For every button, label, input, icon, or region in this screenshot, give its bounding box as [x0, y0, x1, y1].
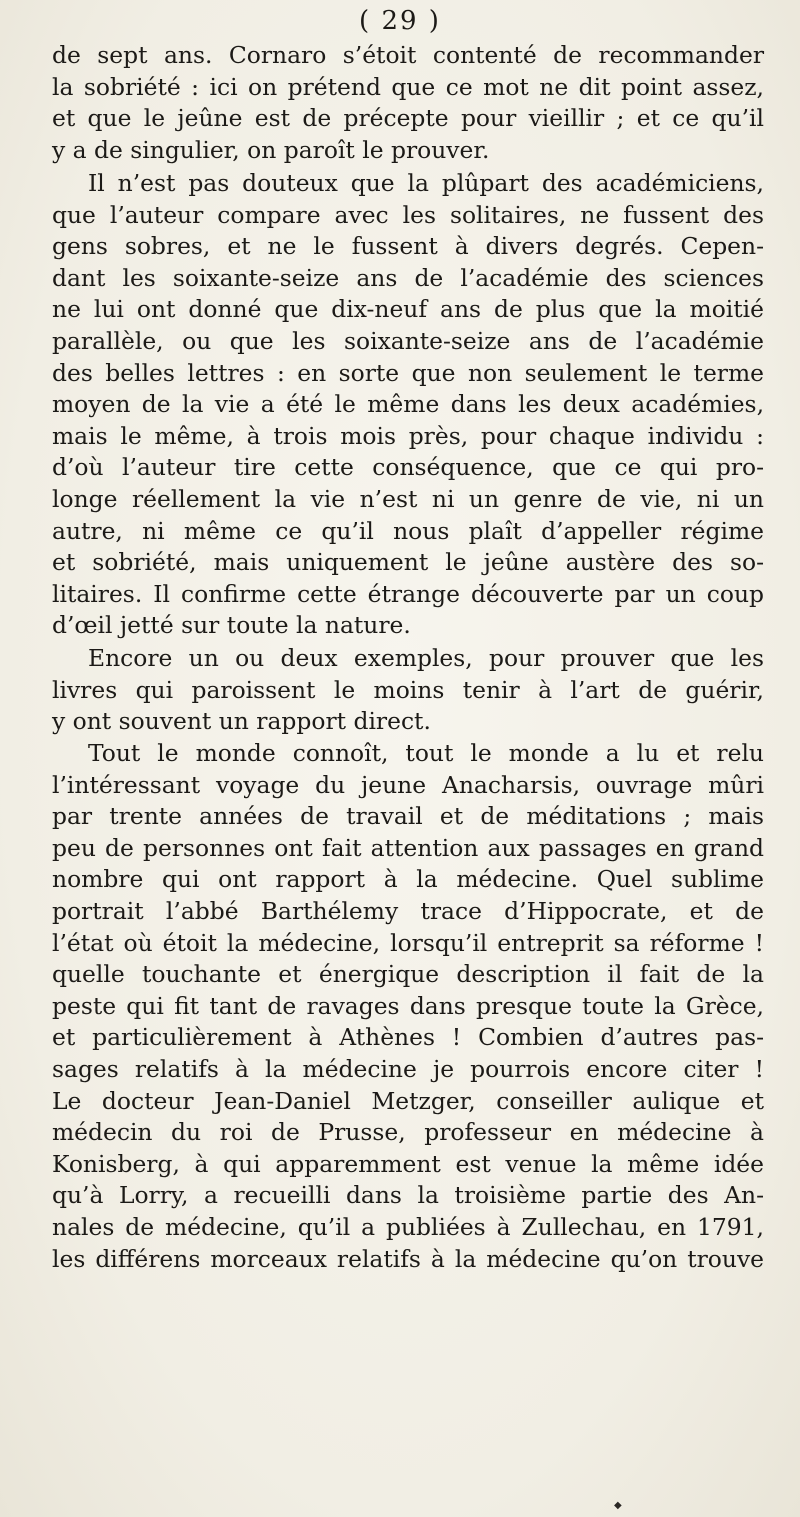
text-line: et particulièrement à Athènes ! Combien d’autres pas-	[52, 1023, 764, 1052]
text-line: la sobriété : ici on prétend que ce mot ne dit point assez,	[52, 72, 764, 101]
text-line: Le docteur Jean-Daniel Metzger, conseiller aulique et	[52, 1086, 764, 1115]
text-line: que l’auteur compare avec les solitaires, ne fussent des	[52, 200, 764, 229]
text-line: sages relatifs à la médecine je pourrois encore citer !	[52, 1054, 764, 1083]
text-line: livres qui paroissent le moins tenir à l’art de guérir,	[52, 675, 764, 704]
text-line: de sept ans. Cornaro s’étoit contenté de recommander	[52, 41, 764, 69]
text-line: autre, ni même ce qu’il nous plaît d’appeller régime	[52, 516, 764, 545]
text-line: peu de personnes ont fait attention aux passages en grand	[52, 833, 764, 862]
paragraph-2	[52, 168, 764, 642]
paragraph-3	[52, 643, 764, 738]
text-line: ne lui ont donné que dix-neuf ans de plus que la moitié	[52, 295, 764, 324]
text-line: litaires. Il confirme cette étrange découverte par un coup	[52, 579, 764, 608]
text-line: l’intéressant voyage du jeune Anacharsis, ouvrage mûri	[52, 770, 764, 799]
text-line: moyen de la vie a été le même dans les deux académies,	[52, 390, 764, 419]
paragraph-1	[52, 40, 764, 166]
text-line: qu’à Lorry, a recueilli dans la troisième partie des An-	[52, 1181, 764, 1210]
text-line: les différens morceaux relatifs à la médecine qu’on trouve	[52, 1244, 764, 1273]
text-line: quelle touchante et énergique description il fait de la	[52, 960, 764, 989]
text-line: portrait l’abbé Barthélemy trace d’Hippocrate, et de	[52, 896, 764, 925]
text-line: dant les soixante-seize ans de l’académie des sciences	[52, 263, 764, 292]
text-line: et que le jeûne est de précepte pour vieillir ; et ce qu’il	[52, 104, 764, 133]
text-line: et sobriété, mais uniquement le jeûne austère des so-	[52, 548, 764, 577]
text-line: Konisberg, à qui apparemment est venue la même idée	[52, 1149, 764, 1178]
text-line: d’œil jetté sur toute la nature.	[52, 611, 411, 640]
text-line: nombre qui ont rapport à la médecine. Quel sublime	[52, 865, 764, 894]
text-line: Encore un ou deux exemples, pour prouver que les	[88, 644, 764, 672]
text-line: longe réellement la vie n’est ni un genre de vie, ni un	[52, 484, 764, 513]
text-line: y a de singulier, on paroît le prouver.	[52, 135, 490, 164]
text-line: y ont souvent un rapport direct.	[52, 707, 431, 736]
text-line: nales de médecine, qu’il a publiées à Zullechau, en 1791,	[52, 1212, 764, 1241]
text-line: par trente années de travail et de méditations ; mais	[52, 802, 764, 831]
text-line: peste qui fit tant de ravages dans presque toute la Grèce,	[52, 991, 764, 1020]
text-line: d’où l’auteur tire cette conséquence, que ce qui pro-	[52, 453, 764, 482]
text-line: médecin du roi de Prusse, professeur en médecine à	[52, 1118, 764, 1147]
printer-mark: ◆	[614, 1500, 622, 1511]
page-number: ( 29 )	[359, 6, 441, 36]
text-line: gens sobres, et ne le fussent à divers degrés. Cepen-	[52, 232, 764, 261]
text-line: l’état où étoit la médecine, lorsqu’il entreprit sa réforme !	[52, 928, 764, 957]
text-line: Tout le monde connoît, tout le monde a lu et relu	[88, 739, 764, 767]
text-line: des belles lettres : en sorte que non seulement le terme	[52, 358, 764, 387]
text-line: parallèle, ou que les soixante-seize ans de l’académie	[52, 326, 764, 355]
paragraph-4	[52, 738, 764, 1275]
text-line: Il n’est pas douteux que la plûpart des académiciens,	[88, 169, 764, 197]
text-line: mais le même, à trois mois près, pour chaque individu :	[52, 421, 764, 450]
